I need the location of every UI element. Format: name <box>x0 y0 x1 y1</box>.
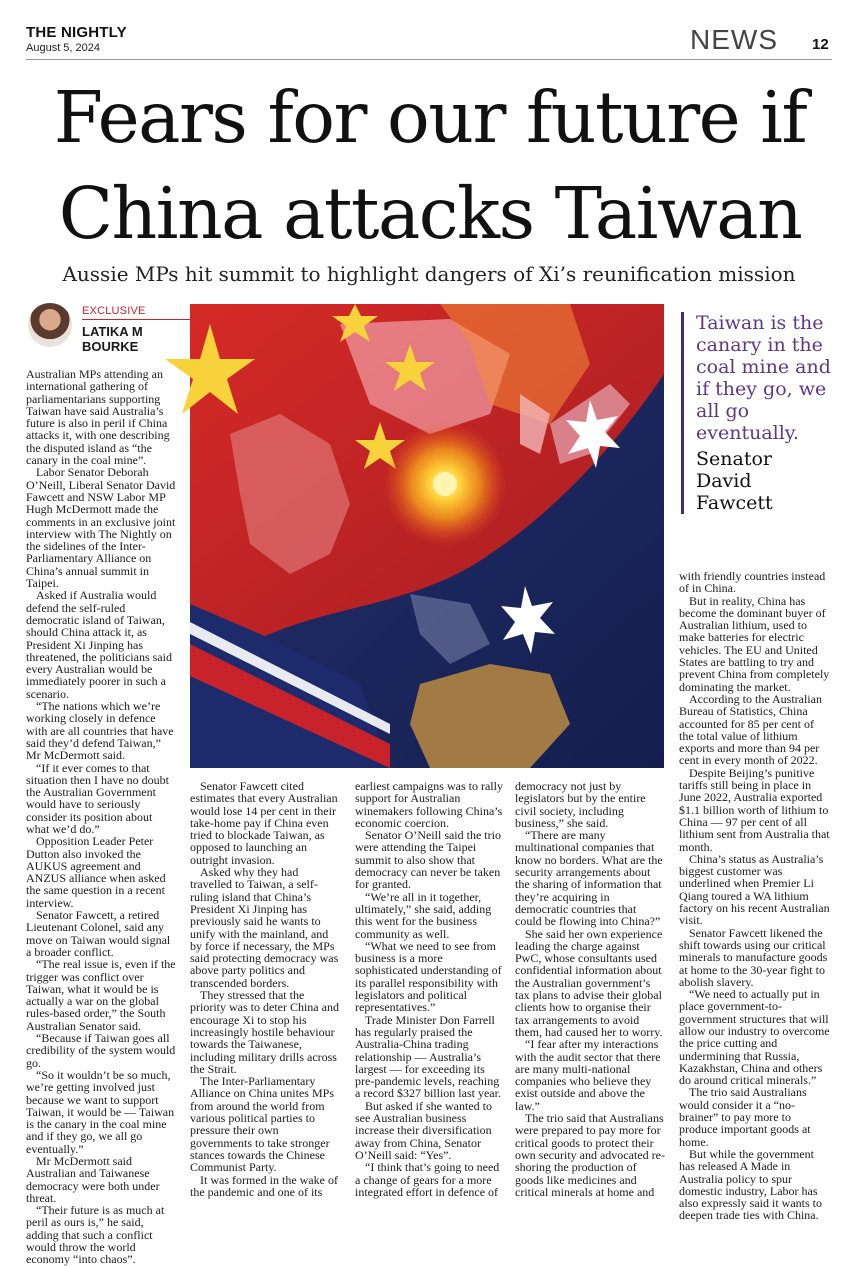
paragraph: “The real issue is, even if the trigger was conflict over Taiwan, what it would be is actually a war on the global rules-based order,” the South Australian Senator said. <box>26 957 176 1033</box>
paragraph: They stressed that the priority was to deter China and encourage Xi to stop his increasingly hostile behaviour towards the Taiwanese, including military drills across the Strait. <box>190 988 339 1076</box>
paragraph: Mr McDermott said Australian and Taiwanese democracy were both under threat. <box>26 1154 160 1205</box>
issue-date: August 5, 2024 <box>26 42 101 54</box>
paragraph: Asked if Australia would defend the self-ruled democratic island of Taiwan, should China attack it, as President Xi Jinping has threatened, the politicians said every Australian would be immediately poorer in such a scenario. <box>26 588 172 701</box>
author-name: LATIKA M BOURKE <box>82 324 143 354</box>
paragraph: The Inter-Parliamentary Alliance on China unites MPs from around the world from various political parties to pressure their own governments to take stronger stances towards the Chinese Communist Party. <box>190 1074 334 1175</box>
standfirst: Aussie MPs hit summit to highlight dangers of Xi’s reunification mission <box>62 262 796 286</box>
pull-quote <box>681 312 831 514</box>
publication-name: THE NIGHTLY <box>26 24 127 41</box>
paragraph: China’s status as Australia’s biggest customer was underlined when Premier Li Qiang toured a WA lithium factory on his recent Australian visit. <box>679 851 830 928</box>
paragraph: But while the government has released A Made in Australia policy to spur domestic industry, Labor has also expressly said it wants to deepen trade ties with China. <box>679 1146 822 1223</box>
exclusive-tag: EXCLUSIVE <box>82 305 146 317</box>
paragraph: “Because if Taiwan goes all credibility of the system would go. <box>26 1031 176 1070</box>
headline: Fears for our future if China attacks Taiwan <box>53 76 807 255</box>
paragraph: Despite Beijing’s punitive tariffs still being in place in June 2022, Australia exported $1.1 billion worth of lithium to China — 97 per cent of all lithium sent from Australia that month. <box>679 765 830 854</box>
paragraph: with friendly countries instead of in China. <box>679 569 826 596</box>
article-column-2 <box>190 780 340 1198</box>
pull-quote-text: Taiwan is the canary in the coal mine and if they go, we all go eventually. <box>696 312 831 444</box>
paragraph: “There are many multinational companies that know no borders. What are the security arrangements about the sharing of information that they’re acquiring in democratic countries that could be flowing into China?” <box>515 828 663 929</box>
taiwan-highlight <box>433 472 457 496</box>
china-australia-flags-map-image <box>190 304 664 768</box>
paragraph: Senator Fawcett likened the shift towards using our critical minerals to manufacture goods at home to the 30-year fight to abolish slavery. <box>679 925 828 989</box>
paragraph: “I fear after my interactions with the audit sector that there are many multi-national companies who believe they exist outside and above the law.” <box>515 1037 661 1113</box>
article-column-4 <box>515 780 665 1198</box>
page-number: 12 <box>812 36 829 53</box>
paragraph: But asked if she wanted to see Australian business increase their diversification away from China, Senator O’Neill said: “Yes”. <box>355 1098 492 1162</box>
paragraph: “I think that’s going to need a change of gears for a more integrated effort in defence of <box>355 1160 500 1199</box>
paragraph: “We’re all in it together, ultimately,” she said, adding this went for the business community as well. <box>355 889 492 941</box>
paragraph: Senator O’Neill said the trio were attending the Taipei summit to also show that democracy can never be taken for granted. <box>355 828 501 892</box>
paragraph: She said her own experience leading the charge against PwC, whose consultants used confidential information about the Australian government’s tax plans to advise their global clients how to organise their tax arrangements to avoid them, had caused her to worry. <box>515 926 663 1039</box>
article-column-3 <box>355 780 505 1198</box>
paragraph: “The nations which we’re working closely in defence with are all countries that have said they’d defend Taiwan,” Mr McDermott said. <box>26 699 174 763</box>
byline <box>26 303 176 363</box>
paragraph: democracy not just by legislators but by the entire civil society, including business,” she said. <box>515 779 646 830</box>
author-avatar <box>28 303 72 347</box>
section-label: NEWS <box>690 24 778 55</box>
article-column-5 <box>679 570 831 1222</box>
paragraph: “What we need to see from business is a more sophisticated understanding of its parallel responsibility with legislators and political representatives.” <box>355 938 502 1015</box>
pull-quote-attribution: Senator David Fawcett <box>696 448 773 514</box>
paragraph: But in reality, China has become the dominant buyer of Australian lithium, used to make batteries for electric vehicles. The EU and United States are battling to try and prevent China from completely dominating the market. <box>679 593 830 694</box>
paragraph: It was formed in the wake of the pandemic and one of its <box>190 1172 338 1199</box>
paragraph: The trio said that Australians were prepared to pay more for critical goods to protect their own security and advocated re-shoring the production of goods like medicines and critical minerals at home and <box>515 1111 665 1199</box>
paragraph: Asked why they had travelled to Taiwan, a self-ruling island that China’s President Xi Jinping has previously said he wants to unify with the mainland, and by force if necessary, the MPs said protecting democracy was above party politics and transcended borders. <box>190 865 339 990</box>
paragraph: “So it wouldn’t be so much, we’re getting involved just because we want to support Taiwan, it would be — Taiwan is the canary in the coal mine and if they go, we all go eventually.” <box>26 1067 175 1156</box>
kicker-divider <box>82 319 194 320</box>
paragraph: The trio said Australians would consider it a “no-brainer” to pay more to produce important goods at home. <box>679 1085 811 1149</box>
paragraph: “We need to actually put in place government-to-government structures that will allow our industry to overcome the price cutting and undermining that Russia, Kazakhstan, China and others do around critical minerals.” <box>679 987 830 1088</box>
article-column-1 <box>26 368 178 1266</box>
paragraph: Labor Senator Deborah O’Neill, Liberal Senator David Fawcett and NSW Labor MP Hugh McDermott made the comments in an exclusive joint interview with The Nightly on the sidelines of the Inter-Parliamentary Alliance on China’s annual summit in Taipei. <box>26 465 176 591</box>
paragraph: According to the Australian Bureau of Statistics, China accounted for 85 per cent of the total value of lithium exports and more than 94 per cent in every month of 2022. <box>679 691 822 768</box>
masthead <box>26 24 127 54</box>
paragraph: Australian MPs attending an international gathering of parliamentarians supporting Taiwan have said Australia’s future is also in peril if China attacks it, with one describing the disputed island as “the canary in the coal mine”. <box>26 367 170 468</box>
header-divider <box>26 59 832 60</box>
paragraph: earliest campaigns was to rally support for Australian winemakers following China’s economic coercion. <box>355 779 503 830</box>
paragraph: “If it ever comes to that situation then I have no doubt the Australian Government would have to seriously consider its position about what we’d do.” <box>26 760 169 836</box>
paragraph: Senator Fawcett cited estimates that every Australian would lose 14 per cent in their take-home pay if China even tried to blockade Taiwan, as opposed to launching an outright invasion. <box>190 779 338 867</box>
paragraph: “Their future is as much at peril as ours is,” he said, adding that such a conflict would throw the world economy “into chaos”. <box>26 1203 165 1266</box>
paragraph: Trade Minister Don Farrell has regularly praised the Australia-China trading relationship — Australia’s largest — for exceeding its pre-pandemic levels, reaching a record $327 billion last year. <box>355 1012 501 1101</box>
hero-illustration <box>190 304 664 768</box>
paragraph: Opposition Leader Peter Dutton also invoked the AUKUS agreement and ANZUS alliance when asked the same question in a recent interview. <box>26 834 166 910</box>
paragraph: Senator Fawcett, a retired Lieutenant Colonel, said any move on Taiwan would signal a broader conflict. <box>26 908 171 959</box>
